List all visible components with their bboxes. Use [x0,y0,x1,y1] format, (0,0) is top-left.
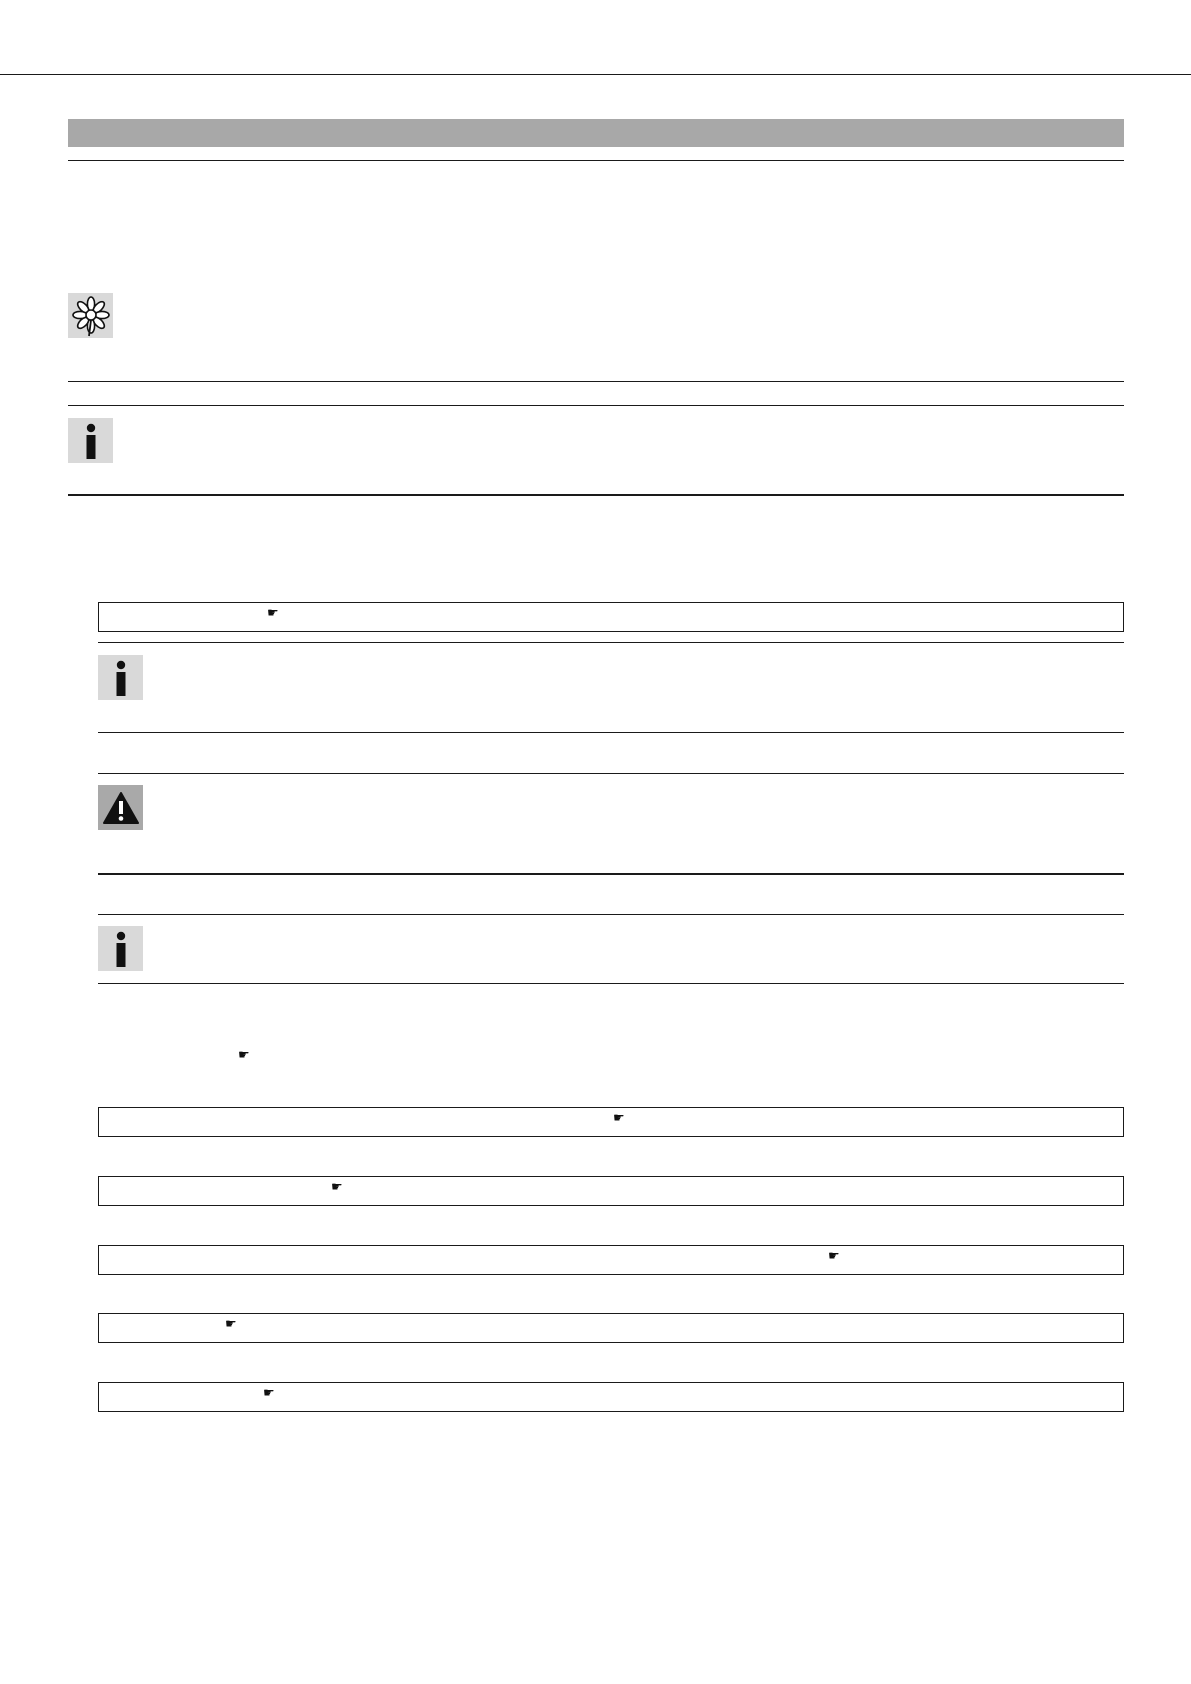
info-note-2-bottom-rule [98,732,1124,733]
flower-icon [71,295,111,337]
pointing-hand-icon: ☛ [238,1048,250,1063]
info-icon [114,660,128,696]
warning-note-top-rule [98,773,1124,774]
page-top-rule [0,74,1191,75]
warning-note-bottom-rule [98,873,1124,875]
info-note-3-top-rule [98,914,1124,915]
environment-note-icon-box [68,293,113,338]
reference-box-3 [98,1176,1124,1206]
reference-box-4 [98,1245,1124,1275]
info-note-1-top-rule [68,405,1124,406]
warning-icon [102,791,140,825]
pointing-hand-icon: ☛ [828,1249,840,1264]
info-note-3-icon-box [98,926,143,971]
pointing-hand-icon: ☛ [225,1317,237,1332]
section-header-bar [68,119,1124,147]
info-icon [114,931,128,967]
reference-box-2 [98,1107,1124,1137]
info-icon [84,423,98,459]
info-note-2-icon-box [98,655,143,700]
reference-box-6 [98,1382,1124,1412]
warning-note-icon-box [98,785,143,830]
pointing-hand-icon: ☛ [267,606,279,621]
environment-note-bottom-rule [68,381,1124,382]
info-note-1-icon-box [68,418,113,463]
info-note-2-top-rule [98,642,1124,643]
reference-box-1 [98,602,1124,632]
info-note-3-bottom-rule [98,983,1124,984]
info-note-1-bottom-rule [68,494,1124,496]
pointing-hand-icon: ☛ [613,1111,625,1126]
pointing-hand-icon: ☛ [263,1386,275,1401]
section-header-underline [68,160,1124,161]
reference-box-5 [98,1313,1124,1343]
pointing-hand-icon: ☛ [331,1180,343,1195]
